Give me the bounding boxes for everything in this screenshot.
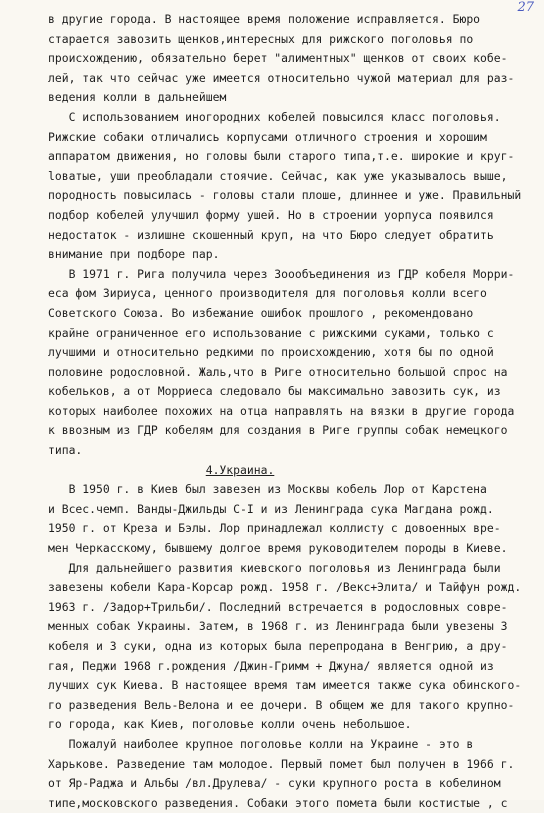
text-line: в другие города. В настоящее время положение исправляется. Бюро [48, 12, 481, 26]
text-line: Рижские собаки отличались корпусами отличного строения и хорошим [48, 129, 487, 144]
text-line: лучших сук Киева. В настоящее время там имеется также сука обинского- [48, 678, 522, 693]
text-line: С использованием иногородних кобелей повысился класс поголовья. [48, 109, 501, 124]
text-line: гая, Педжи 1968 г.рождения /Джин-Гримм + Джуна/ является одной из [48, 658, 494, 673]
text-line: и Всес.чемп. Ванды-Джильды С-I и из Ленинграда сука Магдана рожд. [48, 501, 494, 516]
text-line: внимание при подборе пар. [48, 247, 220, 262]
text-line: мен Черкасскому, бывшему долгое время руководителем породы в Киеве. [48, 541, 508, 556]
text-line: го города, как Киев, поголовье колли очень небольшое. [48, 717, 412, 732]
text-line: Харькове. Разведение там молодое. Первый помет был получен в 1966 г. [48, 756, 515, 771]
page-text [48, 10, 528, 813]
text-line: кобеля и 3 суки, одна из которых была перепродана в Венгрию, а дру- [48, 639, 508, 653]
text-line: подбор кобелей улучшил форму ушей. Но в строении уорпуса появился [48, 207, 494, 222]
section-heading-text: 4.Украина. [205, 462, 275, 477]
text-line: аппаратом движения, но головы были старого типа,т.е. широкие и круг- [48, 149, 515, 164]
text-line: крайне ограниченное его использование с рижскими суками, только с [48, 325, 494, 340]
text-line: В 1971 г. Рига получила через Зоообъединения из ГДР кобеля Морри- [48, 266, 515, 281]
text-line: к ввозным из ГДР кобелям для создания в Риге группы собак немецкого [48, 423, 508, 438]
text-line: которых наиболее похожих на отца направлять на вязки в другие города [48, 403, 515, 418]
text-line: кобельков, а от Морриеса следовало бы максимально завозить сук, из [48, 384, 501, 399]
text-line: происхождению, обязательно берет "алиментных" щенков от своих кобе- [48, 51, 508, 66]
text-line: завезены кобели Кара-Корсар рожд. 1958 г. /Векс+Элита/ и Тайфун рожд. [48, 580, 522, 595]
text-line: типе,московского разведения. Собаки этого помета были костистые , с [48, 795, 508, 810]
text-line: Советского Союза. Во избежание ошибок прошлого , рекомендовано [48, 305, 474, 320]
text-line: В 1950 г. в Киев был завезен из Москвы кобель Лор от Карстена [48, 482, 487, 497]
text-line: породность повысилась - головы стали плоше, длиннее и уже. Правильный [48, 188, 522, 203]
text-line: Для дальнейшего развития киевского поголовья из Ленинграда были [48, 560, 501, 575]
text-line: 1963 г. /Задор+Трильби/. Последний встречается в родословных совре- [48, 599, 508, 614]
page-number: 27 [517, 0, 534, 15]
text-line: лей, так что сейчас уже имеется относительно чужой материал для раз- [48, 70, 515, 85]
text-line: 1950 г. от Креза и Бэлы. Лор принадлежал коллисту с довоенных вре- [48, 521, 501, 536]
text-line: типа. [48, 443, 83, 458]
text-line: ведения колли в дальнейшем [48, 90, 227, 105]
text-line: го разведения Вель-Велона и ее дочери. В общем же для такого крупно- [48, 697, 515, 712]
text-line: половине родословной. Жаль,что в Риге относительно большой спрос на [48, 364, 508, 379]
text-line: менных собак Украины. Затем, в 1968 г. из Ленинграда были увезены 3 [48, 619, 508, 634]
section-heading [48, 461, 528, 481]
text-line: eса фом Зириуса, ценного производителя для поголовья колли всего [48, 286, 487, 301]
text-line: loватые, уши преобладали стоячие. Сейчас, как уже указывалось выше, [48, 168, 508, 183]
text-line: лучшими и относительно редкими по происхождению, хотя бы по одной [48, 345, 494, 360]
text-line: Пожалуй наиболее крупное поголовье колли на Украине - это в [48, 736, 474, 751]
text-line: от Яр-Раджа и Альбы /вл.Друлева/ - суки крупного роста в кобелином [48, 776, 501, 791]
text-line: недостаток - излишне скошенный круп, на что Бюро следует обратить [48, 227, 494, 242]
text-line: старается завозить щенков,интересных для рижского поголовья по [48, 31, 474, 46]
